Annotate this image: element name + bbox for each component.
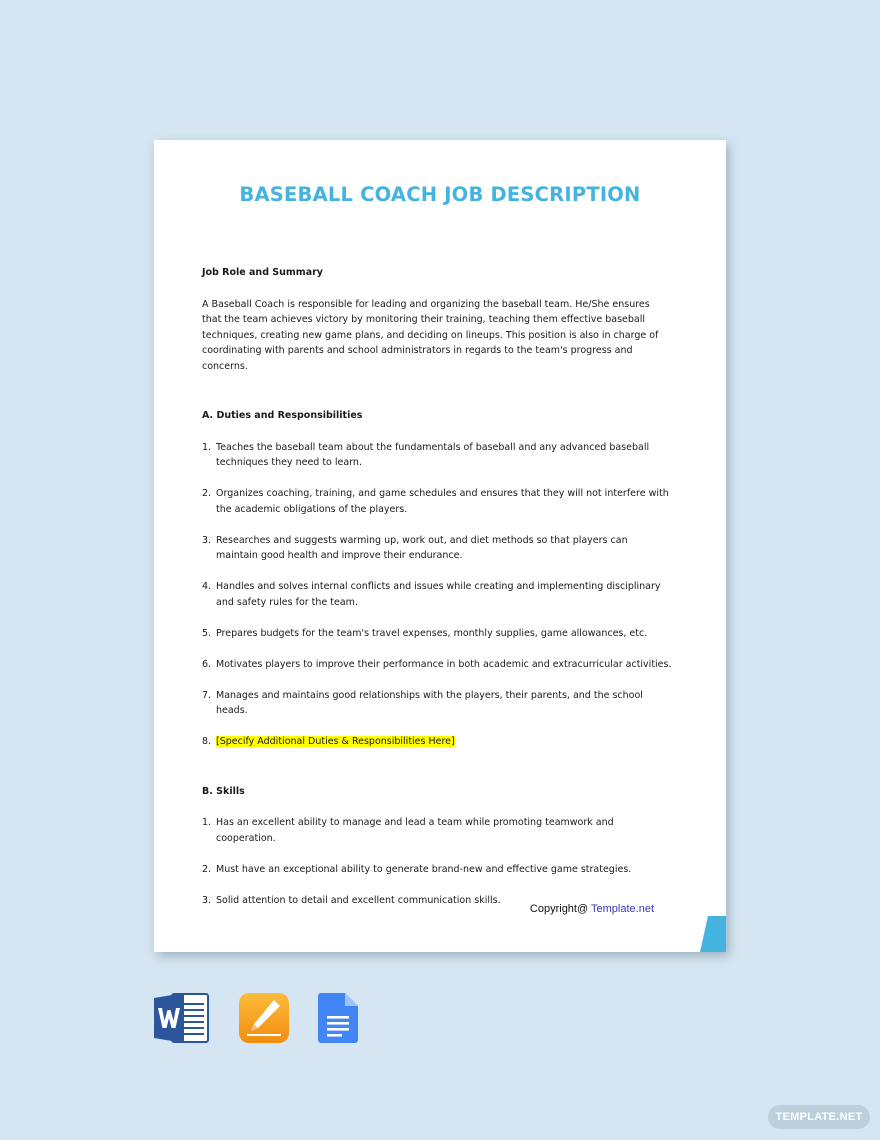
list-item-text: Organizes coaching, training, and game schedules and ensures that they will not interfere with the academic obligations of the players.: [216, 488, 669, 515]
placeholder-highlight[interactable]: [Specify Additional Duties & Responsibilities Here]: [216, 736, 455, 747]
list-number: 7.: [202, 689, 212, 701]
watermark-badge: TEMPLATE.NET: [768, 1105, 870, 1129]
list-item: [202, 486, 672, 517]
skills-list: [202, 815, 672, 908]
list-item-text: Must have an exceptional ability to generate brand-new and effective game strategies.: [216, 863, 632, 875]
list-item: [202, 734, 672, 750]
list-item: [202, 579, 672, 610]
document-page: [154, 140, 726, 952]
word-icon[interactable]: [154, 992, 210, 1044]
document-title: BASEBALL COACH JOB DESCRIPTION: [239, 183, 641, 206]
list-item: [202, 688, 672, 719]
skills-heading: B. Skills: [202, 785, 245, 797]
list-number: 2.: [202, 488, 212, 499]
copyright-notice: [530, 903, 654, 915]
summary-paragraph: A Baseball Coach is responsible for leading and organizing the baseball team. He/She ensures that the team achieves victory by monitoring their training, teaching them effective baseball techniques, creating new game plans, and deciding on lineups. This position is also in charge of coordinating with parents and school administrators in regards to the team's progress and concerns.: [202, 298, 659, 372]
list-item-text: Prepares budgets for the team's travel expenses, monthly supplies, game allowances, etc.: [216, 627, 648, 639]
list-number: 2.: [202, 863, 212, 875]
summary-heading: Job Role and Summary: [202, 267, 323, 278]
list-item: [202, 815, 672, 846]
list-item: [202, 533, 672, 564]
list-item: [202, 862, 672, 878]
list-item-text: Manages and maintains good relationships with the players, their parents, and the school heads.: [216, 689, 643, 716]
list-item: [202, 657, 672, 673]
duties-heading: A. Duties and Responsibilities: [202, 410, 363, 421]
list-item: [202, 440, 672, 471]
list-item-text: Teaches the baseball team about the fundamentals of baseball and any advanced baseball techniques they need to learn.: [216, 441, 650, 468]
list-item-text: Solid attention to detail and excellent communication skills.: [216, 894, 501, 906]
copyright-label: Copyright@: [529, 903, 589, 915]
list-number: 3.: [202, 894, 212, 906]
list-number: 8.: [202, 736, 212, 747]
list-item: [202, 626, 672, 642]
list-number: 1.: [202, 817, 212, 828]
list-item-text: Handles and solves internal conflicts and issues while creating and implementing disciplinary and safety rules for the team.: [216, 581, 661, 608]
list-number: 4.: [202, 581, 212, 592]
list-item-text: Motivates players to improve their performance in both academic and extracurricular activities.: [216, 658, 672, 670]
list-number: 3.: [202, 534, 212, 546]
copyright-brand-link[interactable]: Template.net: [591, 903, 654, 915]
list-number: 5.: [202, 627, 212, 639]
list-item-text: Researches and suggests warming up, work out, and diet methods so that players can maintain good health and improve their endurance.: [216, 534, 628, 561]
list-item-text: Has an excellent ability to manage and lead a team while promoting teamwork and cooperation.: [216, 817, 614, 844]
document-body: [202, 265, 672, 924]
duties-list: [202, 440, 672, 750]
pages-icon[interactable]: [238, 992, 290, 1044]
list-number: 6.: [202, 658, 212, 670]
corner-accent: [700, 916, 726, 952]
list-number: 1.: [202, 441, 212, 453]
google-docs-icon[interactable]: [317, 992, 359, 1044]
